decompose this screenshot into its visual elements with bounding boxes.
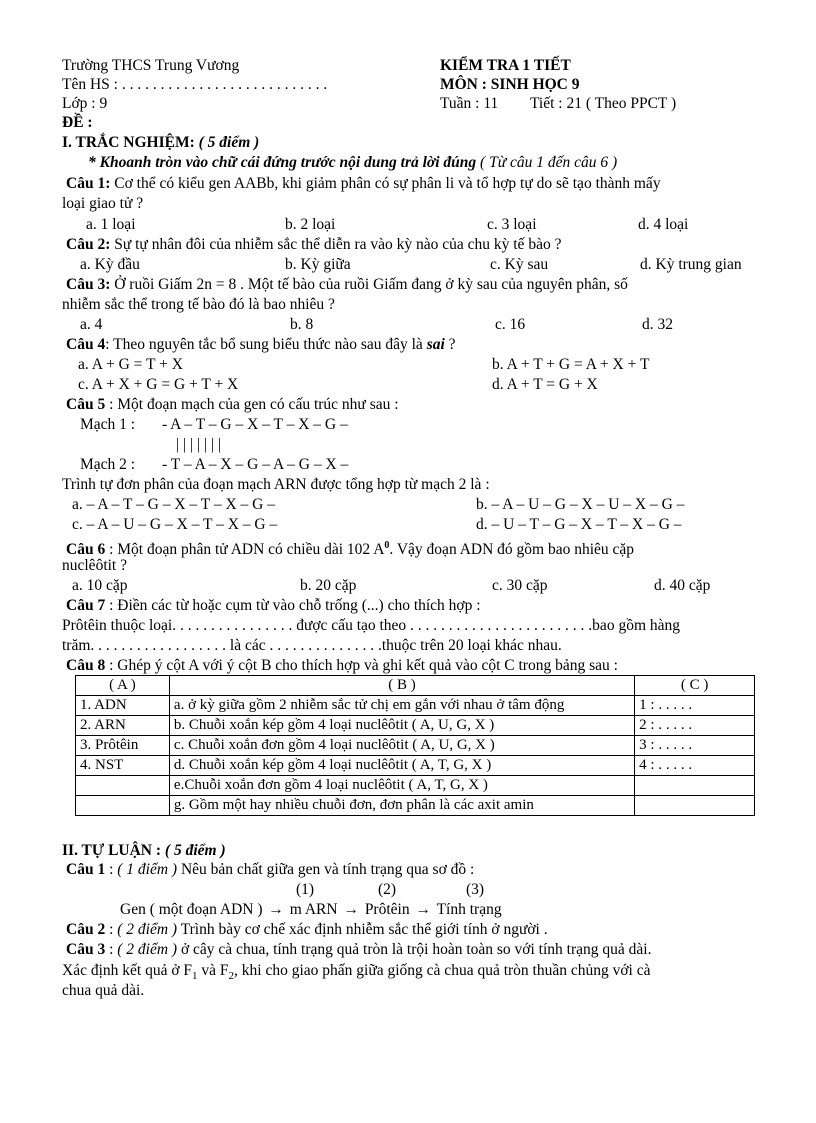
q4-option-a: a. A + G = T + X	[78, 356, 183, 373]
table-row	[76, 716, 755, 736]
q2-option-a: a. Kỳ đầu	[80, 256, 140, 273]
q1-option-b: b. 2 loại	[285, 216, 336, 233]
cell-b: a. ở kỳ giữa gồm 2 nhiễm sắc tử chị em gắn với nhau ở tâm động	[169, 696, 634, 716]
cell-a: 2. ARN	[76, 716, 170, 736]
table-row	[76, 776, 755, 796]
question-7	[66, 597, 481, 615]
arrow-right-icon: →	[268, 901, 284, 918]
q6-option-a: a. 10 cặp	[72, 577, 128, 594]
cell-b: g. Gồm một hay nhiều chuỗi đơn, đơn phân là các axit amin	[169, 796, 634, 816]
q3-label: Câu 3:	[66, 276, 111, 293]
scheme-trait: Tính trạng	[436, 901, 502, 918]
q5-option-b: b. – A – U – G – X – U – X – G –	[476, 496, 685, 513]
week: Tuần : 11	[440, 95, 499, 112]
cell-c	[635, 796, 755, 816]
q6-text-end: . Vậy đoạn ADN đó gồm bao nhiêu cặp	[389, 541, 635, 559]
q4-option-c: c. A + X + G = G + T + X	[78, 376, 239, 393]
q4-option-d: d. A + T = G + X	[492, 376, 598, 393]
q1-text: Cơ thể có kiểu gen AABb, khi giảm phân có sự phân li và tổ hợp tự do sẽ tạo thành mấy	[110, 175, 661, 192]
question-8	[66, 657, 618, 675]
c3-label: Câu 3	[66, 941, 106, 958]
cell-c[interactable]: 2 : . . . . .	[635, 716, 755, 736]
q6-superscript: 0	[384, 540, 390, 551]
arrow-right-icon: →	[343, 901, 359, 918]
q6-option-d: d. 40 cặp	[654, 577, 711, 594]
q5-ask: Trình tự đơn phân của đoạn mạch ARN được tổng hợp từ mạch 2 là :	[62, 476, 490, 493]
c2-points: ( 2 điểm )	[117, 921, 178, 938]
q3-option-b: b. 8	[290, 316, 314, 333]
q7-blank-line-1: Prôtêin thuộc loại. . . . . . . . . . . . . . . . được cấu tạo theo . . . . . . . . . . . . . . . . . . . . . . . .bao gồm hàng	[62, 617, 681, 634]
part1-heading	[62, 134, 259, 152]
cell-b: b. Chuỗi xoắn kép gồm 4 loại nuclêôtit ( A, U, G, X )	[169, 716, 634, 736]
c3-points: ( 2 điểm )	[117, 941, 178, 958]
de-label: ĐỀ :	[62, 114, 93, 131]
step-3-number: (3)	[466, 881, 485, 898]
column-b-header: ( B )	[169, 676, 634, 696]
part2-heading	[62, 842, 226, 860]
c1-label: Câu 1	[66, 861, 106, 878]
part1-instruction	[88, 154, 617, 172]
q3-text: Ở ruồi Giấm 2n = 8 . Một tế bào của ruồi Giấm đang ở kỳ sau của nguyên phân, số	[110, 276, 628, 293]
table-header-row	[76, 676, 755, 696]
q2-option-c: c. Kỳ sau	[490, 256, 549, 273]
question-3	[66, 276, 628, 294]
cell-a	[76, 796, 170, 816]
question-6	[66, 537, 634, 559]
c1-points: ( 1 điểm )	[117, 861, 178, 878]
c3-text-line-3: chua quả dài.	[62, 982, 145, 999]
q4-sai: sai	[426, 336, 445, 353]
q2-option-d: d. Kỳ trung gian	[640, 256, 742, 273]
scheme-protein: Prôtêin	[364, 901, 410, 918]
q3-text-cont: nhiễm sắc thể trong tế bào đó là bao nhiêu ?	[62, 296, 335, 313]
q2-text: Sự tự nhân đôi của nhiễm sắc thể diễn ra vào kỳ nào của chu kỳ tế bào ?	[110, 236, 562, 253]
school-name: Trường THCS Trung Vương	[62, 57, 240, 74]
q6-text-cont: nuclêôtit ?	[62, 557, 127, 574]
q4-end: ?	[444, 336, 456, 353]
step-2-number: (2)	[378, 881, 397, 898]
q8-text: : Ghép ý cột A với ý cột B cho thích hợp và ghi kết quả vào cột C trong bảng sau :	[105, 657, 618, 674]
scheme-mrna: m ARN	[289, 901, 338, 918]
q5-strand2-label: Mạch 2 :	[80, 456, 136, 473]
exam-title: KIỂM TRA 1 TIẾT	[440, 57, 571, 74]
q2-label: Câu 2:	[66, 236, 111, 253]
cell-a	[76, 776, 170, 796]
q5-strand2: - T – A – X – G – A – G – X –	[162, 456, 349, 473]
cell-c[interactable]: 4 : . . . . .	[635, 756, 755, 776]
q6-text: : Một đoạn phân tử ADN có chiều dài 102 A	[105, 541, 385, 559]
q5-strand1: - A – T – G – X – T – X – G –	[162, 416, 348, 433]
c3-text: ở cây cà chua, tính trạng quả tròn là trội hoàn toàn so với tính trạng quả dài.	[177, 941, 652, 958]
q7-blank-line-2: trăm. . . . . . . . . . . . . . . . . . là các . . . . . . . . . . . . . . .thuộc trên 20 loại khác nhau.	[62, 637, 562, 654]
table-row	[76, 796, 755, 816]
essay-question-2: Câu 2 : ( 2 điểm ) Trình bày cơ chế xác định nhiễm sắc thể giới tính ở người .	[66, 921, 548, 938]
q7-text: : Điền các từ hoặc cụm từ vào chỗ trống (...) cho thích hợp :	[105, 597, 481, 614]
period: Tiết : 21 ( Theo PPCT )	[530, 95, 677, 112]
c2-label: Câu 2	[66, 921, 106, 938]
q5-bonds: | | | | | | |	[176, 436, 221, 453]
c1-text: Nêu bản chất giữa gen và tính trạng qua sơ đồ :	[177, 861, 475, 878]
cell-b: c. Chuỗi xoắn đơn gồm 4 loại nuclêôtit ( A, U, G, X )	[169, 736, 634, 756]
gene-trait-scheme	[120, 901, 502, 919]
q8-label: Câu 8	[66, 657, 106, 674]
cell-c	[635, 776, 755, 796]
step-1-number: (1)	[296, 881, 315, 898]
q7-label: Câu 7	[66, 597, 106, 614]
cell-a: 4. NST	[76, 756, 170, 776]
f2-subscript: 2	[228, 970, 235, 983]
q1-option-d: d. 4 loại	[638, 216, 689, 233]
question-1	[66, 175, 661, 193]
essay-question-1: Câu 1 : ( 1 điểm ) Nêu bản chất giữa gen và tính trạng qua sơ đồ :	[66, 861, 475, 878]
q5-option-d: d. – U – T – G – X – T – X – G –	[476, 516, 682, 533]
q4-label: Câu 4	[66, 336, 106, 353]
cell-b: e.Chuỗi xoắn đơn gồm 4 loại nuclêôtit ( A, T, G, X )	[169, 776, 634, 796]
q5-option-c: c. – A – U – G – X – T – X – G –	[72, 516, 278, 533]
c3-text-line-2	[62, 962, 651, 985]
q1-label: Câu 1:	[66, 175, 111, 192]
q5-text: : Một đoạn mạch của gen có cấu trúc như sau :	[105, 396, 399, 413]
q6-label: Câu 6	[66, 541, 106, 559]
c3-line2b: và F	[197, 962, 229, 979]
essay-question-3: Câu 3 : ( 2 điểm ) ở cây cà chua, tính trạng quả tròn là trội hoàn toàn so với tính trạng quả dài.	[66, 941, 652, 958]
q1-option-c: c. 3 loại	[487, 216, 537, 233]
instruction-text: * Khoanh tròn vào chữ cái đứng trước nội dung trả lời đúng	[88, 154, 477, 171]
q4-text: : Theo nguyên tắc bổ sung biểu thức nào sau đây là	[105, 336, 427, 353]
question-2	[66, 236, 561, 254]
q1-option-a: a. 1 loại	[86, 216, 136, 233]
q5-label: Câu 5	[66, 396, 106, 413]
question-4	[66, 336, 456, 354]
instruction-range: ( Từ câu 1 đến câu 6 )	[480, 154, 618, 171]
q3-option-d: d. 32	[642, 316, 673, 333]
table-row	[76, 756, 755, 776]
q6-option-c: c. 30 cặp	[492, 577, 548, 594]
q5-strand1-label: Mạch 1 :	[80, 416, 136, 433]
c2-text: Trình bày cơ chế xác định nhiễm sắc thể giới tính ở người .	[177, 921, 548, 938]
q2-option-b: b. Kỳ giữa	[285, 256, 351, 273]
matching-table	[75, 675, 755, 816]
c3-line2a: Xác định kết quả ở F	[62, 962, 193, 979]
grade: Lớp : 9	[62, 95, 108, 112]
q3-option-c: c. 16	[495, 316, 526, 333]
q3-option-a: a. 4	[80, 316, 103, 333]
q4-option-b: b. A + T + G = A + X + T	[492, 356, 650, 373]
part1-points: ( 5 điểm )	[198, 134, 260, 151]
student-name-line: Tên HS : . . . . . . . . . . . . . . . . . . . . . . . . . . .	[62, 76, 328, 93]
q6-option-b: b. 20 cặp	[300, 577, 357, 594]
scheme-gene: Gen ( một đoạn ADN )	[120, 901, 263, 918]
arrow-right-icon: →	[415, 901, 431, 918]
table-row	[76, 736, 755, 756]
q1-text-cont: loại giao tử ?	[62, 195, 144, 212]
cell-a: 1. ADN	[76, 696, 170, 716]
q5-option-a: a. – A – T – G – X – T – X – G –	[72, 496, 275, 513]
table-row	[76, 696, 755, 716]
part2-points: ( 5 điểm )	[164, 842, 226, 859]
c3-line2c: , khi cho giao phấn giữa giống cà chua quả tròn thuần chủng với cà	[234, 962, 651, 979]
part1-title: I. TRẮC NGHIỆM:	[62, 134, 195, 151]
subject: MÔN : SINH HỌC 9	[440, 76, 580, 93]
column-c-header: ( C )	[635, 676, 755, 696]
cell-c[interactable]: 3 : . . . . .	[635, 736, 755, 756]
cell-a: 3. Prôtêin	[76, 736, 170, 756]
question-5	[66, 396, 399, 414]
cell-b: d. Chuỗi xoắn kép gồm 4 loại nuclêôtit ( A, T, G, X )	[169, 756, 634, 776]
f1-subscript: 1	[192, 970, 198, 983]
column-a-header: ( A )	[76, 676, 170, 696]
part2-title: II. TỰ LUẬN :	[62, 842, 162, 859]
cell-c[interactable]: 1 : . . . . .	[635, 696, 755, 716]
